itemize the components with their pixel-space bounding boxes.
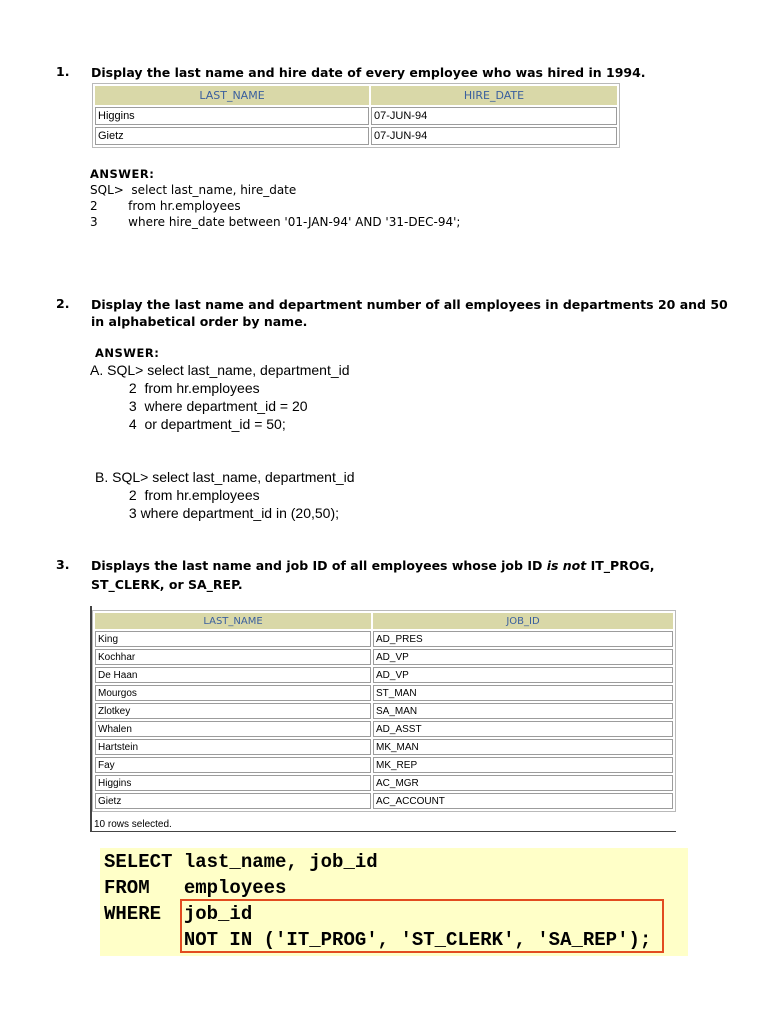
table-cell: AD_PRES [373, 631, 673, 647]
q1-answer-label: ANSWER: [90, 167, 155, 181]
where-clause-highlight-box [180, 899, 664, 953]
table-row [95, 793, 673, 809]
column-header: HIRE_DATE [371, 86, 617, 105]
q2-answer-label: ANSWER: [95, 346, 160, 360]
table-header-row [95, 86, 617, 105]
sql-code-line: SELECT last_name, job_id [104, 851, 378, 873]
table-cell: AD_VP [373, 649, 673, 665]
table-cell: Hartstein [95, 739, 371, 755]
q3-text-emphasis: is not [546, 558, 587, 573]
q2-answer-a-line: 3 where department_id = 20 [90, 398, 308, 414]
q2-answer-a-line: 4 or department_id = 50; [90, 416, 286, 432]
table-header-row [95, 613, 673, 629]
question-1-number: 1. [56, 64, 70, 79]
question-2-text-line1: Display the last name and department number of all employees in departments 20 and 50 [91, 297, 728, 312]
q3-text-pre: Displays the last name and job ID of all employees whose job ID [91, 558, 547, 573]
table-row [95, 739, 673, 755]
column-header: LAST_NAME [95, 613, 371, 629]
table-cell: 07-JUN-94 [371, 107, 617, 125]
q1-answer-line: 2 from hr.employees [90, 199, 241, 213]
table-cell: Gietz [95, 793, 371, 809]
column-header: LAST_NAME [95, 86, 369, 105]
table-cell: ST_MAN [373, 685, 673, 701]
question-2-number: 2. [56, 296, 70, 311]
table-cell: De Haan [95, 667, 371, 683]
table-row [95, 703, 673, 719]
question-3-text-line2: ST_CLERK, or SA_REP. [91, 577, 243, 592]
question-3-text-line1 [91, 557, 654, 575]
sql-code-line: NOT IN ('IT_PROG', 'ST_CLERK', 'SA_REP'); [104, 929, 652, 951]
table-cell: MK_REP [373, 757, 673, 773]
table-cell: 07-JUN-94 [371, 127, 617, 145]
q1-answer-line: SQL> select last_name, hire_date [90, 183, 297, 197]
q3-text-post: IT_PROG, [586, 558, 655, 573]
table-cell: SA_MAN [373, 703, 673, 719]
table-cell: Mourgos [95, 685, 371, 701]
table-cell: King [95, 631, 371, 647]
question-3-number: 3. [56, 557, 70, 572]
table-cell: Higgins [95, 107, 369, 125]
table-row [95, 649, 673, 665]
column-header: JOB_ID [373, 613, 673, 629]
table-cell: Whalen [95, 721, 371, 737]
question-2-text-line2: in alphabetical order by name. [91, 314, 308, 329]
table-frame-bottom-rule [92, 831, 676, 832]
q2-answer-a-line: 2 from hr.employees [90, 380, 260, 396]
table-row [95, 631, 673, 647]
table-row [95, 757, 673, 773]
rows-selected-text: 10 rows selected. [94, 819, 172, 830]
table-cell: AD_VP [373, 667, 673, 683]
q2-answer-a-line: A. SQL> select last_name, department_id [90, 362, 350, 378]
table-cell: MK_MAN [373, 739, 673, 755]
q1-answer-line: 3 where hire_date between '01-JAN-94' AND '31-DEC-94'; [90, 215, 461, 229]
question-1-text: Display the last name and hire date of every employee who was hired in 1994. [91, 65, 646, 80]
sql-code-line: WHERE job_id [104, 903, 253, 925]
q3-result-table [92, 610, 676, 812]
table-row [95, 107, 617, 125]
q1-result-table [92, 83, 620, 148]
table-row [95, 775, 673, 791]
table-cell: Zlotkey [95, 703, 371, 719]
table-cell: AC_ACCOUNT [373, 793, 673, 809]
table-row [95, 127, 617, 145]
table-cell: AD_ASST [373, 721, 673, 737]
q2-answer-b-line: 3 where department_id in (20,50); [90, 505, 340, 521]
q2-answer-b-line: B. SQL> select last_name, department_id [95, 469, 355, 485]
table-cell: Gietz [95, 127, 369, 145]
table-row [95, 685, 673, 701]
sql-code-line: FROM employees [104, 877, 287, 899]
table-row [95, 721, 673, 737]
table-cell: Fay [95, 757, 371, 773]
table-cell: AC_MGR [373, 775, 673, 791]
table-cell: Kochhar [95, 649, 371, 665]
table-cell: Higgins [95, 775, 371, 791]
q2-answer-b-line: 2 from hr.employees [90, 487, 260, 503]
table-row [95, 667, 673, 683]
